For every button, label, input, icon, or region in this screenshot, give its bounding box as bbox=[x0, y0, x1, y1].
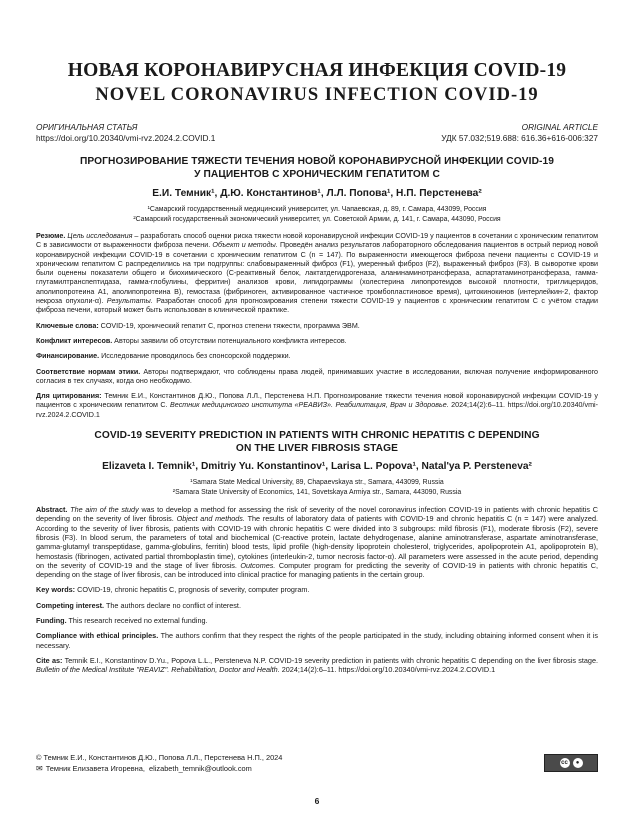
contact-name: Темник Елизавета Игоревна, bbox=[45, 764, 145, 773]
conflict-ru-text: Авторы заявили об отсутствии потенциального конфликта интересов. bbox=[112, 336, 347, 345]
contact-line bbox=[36, 763, 598, 774]
citation-en bbox=[36, 656, 598, 675]
page-footer bbox=[36, 752, 598, 774]
ethics-ru-text: Авторы подтверждают, что соблюдены права людей, принимавших участие в исследовании, включая получение информированного согласия в тех случаях, когда оно необходимо. bbox=[36, 367, 599, 385]
competing-en-text: The authors declare no conflict of interest. bbox=[104, 600, 241, 610]
article-type-en: ORIGINAL ARTICLE bbox=[521, 122, 598, 132]
abstract-en-methods-label: Object and methods. bbox=[176, 514, 245, 524]
citation-ru-label: Для цитирования: bbox=[36, 392, 102, 401]
abstract-ru-results: Разработан способ для прогнозирования степени тяжести COVID-19 у пациентов с хроническим гепатитом С с учётом стадии фиброза печени, который может быть использован в клинической практике. bbox=[36, 297, 599, 315]
funding-ru bbox=[36, 352, 598, 361]
abstract-en-outcomes-label: Outcomes. bbox=[240, 560, 276, 570]
abstract-en-label: Abstract. bbox=[36, 505, 68, 515]
affiliation-en-2: ²Samara State University of Economics, 141, Sovetskaya Armiya str., Samara, 443090, Russia bbox=[172, 488, 462, 496]
citation-en-journal: Bulletin of the Medical Institute "REAVIZ". Rehabilitation, Doctor and Health. bbox=[36, 665, 280, 675]
abstract-ru bbox=[36, 232, 598, 316]
citation-en-doi[interactable]: 2024;14(2):6–11. https://doi.org/10.20340/vmi-rvz.2024.2.COVID.1 bbox=[279, 665, 496, 675]
funding-en bbox=[36, 616, 598, 625]
journal-title-ru: НОВАЯ КОРОНАВИРУСНАЯ ИНФЕКЦИЯ COVID-19 bbox=[67, 60, 567, 81]
abstract-ru-goal-label: Цель исследования bbox=[67, 232, 133, 240]
cc-logo-icon: cc bbox=[561, 760, 568, 766]
conflict-ru-label: Конфликт интересов. bbox=[36, 336, 113, 345]
page-number: 6 bbox=[314, 796, 320, 806]
affiliation-ru-2: ²Самарский государственный экономический университет, ул. Советской Армии, д. 141, г. Самара, 443090, Россия bbox=[133, 215, 501, 223]
article-type-ru: ОРИГИНАЛЬНАЯ СТАТЬЯ bbox=[36, 122, 138, 132]
authors-en: Elizaveta I. Temnik¹, Dmitriy Yu. Konstantinov¹, Larisa L. Popova¹, Natal'ya P. Persteneva² bbox=[102, 461, 532, 473]
ethics-ru-label: Соответствие нормам этики. bbox=[36, 367, 141, 376]
abstract-ru-methods: Проведён анализ результатов лабораторного обследования пациентов в острый период новой коронавирусной инфекции COVID-19 в сочетании с хроническим гепатитом С (n = 147). По выраженности имеющегося фиброза печени пациенты с COVID-19 и хроническим гепатитом С распределились на три подгруппы: слабовыраженный фиброз (F1), умеренный фиброз (F2), выраженный фиброз (F3). В сыворотке крови были оценены показатели общего и биохимического (С-реактивный белок, лактатдегидрогеназа, аланинаминотрансфераза, аспартатаминотрансфераза, гамма-глутамилтранспептидаза, гамма-глобулины, ферритин) анализов крови, липидограммы (холестерина липопротеидов высокой плотности, триглицеридов, аполипопротеина А1, аполипопротеина В), гемостаза (фибриноген, активированное частичное тромбопластиновое время), цитокинокинов (интерлейкин-2, фактор некроза опухоли-α). bbox=[36, 241, 599, 306]
funding-en-text: This research received no external funding. bbox=[66, 616, 208, 626]
contact-email[interactable]: elizabeth_temnik@outlook.com bbox=[149, 764, 252, 773]
funding-ru-text: Исследование проводилось без спонсорской поддержки. bbox=[99, 352, 291, 361]
competing-en-label: Competing interest. bbox=[36, 600, 105, 610]
mail-icon: ✉ bbox=[36, 764, 43, 773]
conflict-ru bbox=[36, 337, 598, 346]
journal-section-title bbox=[36, 60, 598, 106]
keywords-en-label: Key words: bbox=[36, 585, 76, 595]
funding-ru-label: Финансирование. bbox=[36, 352, 100, 361]
cc-by-icon[interactable] bbox=[544, 754, 598, 772]
abstract-en bbox=[36, 505, 598, 579]
article-header bbox=[36, 122, 598, 144]
abstract-ru-goal: – разработать способ оценки риска тяжести новой коронавирусной инфекции COVID-19 у пациентов в сочетании с хроническим гепатитом С в зависимости от выраженности фиброза печени. bbox=[36, 232, 599, 250]
compliance-en-label: Compliance with ethical principles. bbox=[36, 631, 159, 641]
citation-ru-doi[interactable]: 2024;14(2):6–11. https://doi.org/10.20340/vmi-rvz.2024.2.COVID.1 bbox=[36, 401, 598, 419]
competing-en bbox=[36, 601, 598, 610]
affiliations-en bbox=[36, 478, 598, 497]
citation-ru-text: Темник Е.И., Константинов Д.Ю., Попова Л.Л., Перстенева Н.П. Прогнозирование тяжести течения новой коронавирусной инфекции COVID-19 у пациентов с хроническим гепатитом С. bbox=[36, 392, 598, 410]
citation-en-label: Cite as: bbox=[36, 655, 63, 665]
abstract-en-outcomes: Computer program for predicting the severity of COVID-19 in patients with chronic hepatitis C, depending on the stage of liver fibrosis, can be introduced into clinical practice for managing patients in the certain group. bbox=[36, 560, 599, 580]
affiliation-ru-1: ¹Самарский государственный медицинский университет, ул. Чапаевская, д. 89, г. Самара, 443099, Россия bbox=[147, 206, 487, 213]
abstract-en-aim: was to develop a method for assessing the risk of severity of the novel coronavirus infection COVID-19 in patients with chronic hepatitis C depending on the severity of liver fibrosis. bbox=[36, 505, 599, 524]
citation-en-text: Temnik E.I., Konstantinov D.Yu., Popova L.L., Persteneva N.P. COVID-19 severity prediction in patients with chronic hepatitis C depending on the liver fibrosis stage. bbox=[62, 655, 598, 665]
keywords-en bbox=[36, 585, 598, 594]
copyright: © Темник Е.И., Константинов Д.Ю., Попова Л.Л., Перстенева Н.П., 2024 bbox=[36, 753, 283, 762]
article-page bbox=[36, 60, 598, 675]
keywords-en-text: COVID-19, chronic hepatitis C, prognosis of severity, computer program. bbox=[75, 585, 310, 595]
ethics-ru bbox=[36, 368, 598, 387]
affiliations-ru bbox=[36, 205, 598, 224]
journal-title-en: NOVEL CORONAVIRUS INFECTION COVID-19 bbox=[95, 85, 539, 105]
citation-ru bbox=[36, 392, 598, 420]
keywords-ru-label: Ключевые слова: bbox=[36, 321, 99, 330]
title-ru-line2: У ПАЦИЕНТОВ С ХРОНИЧЕСКИМ ГЕПАТИТОМ С bbox=[194, 169, 440, 180]
affiliation-en-1: ¹Samara State Medical University, 89, Chapaevskaya str., Samara, 443099, Russia bbox=[190, 479, 444, 487]
authors-ru: Е.И. Темник¹, Д.Ю. Константинов¹, Л.Л. Попова¹, Н.П. Перстенева² bbox=[152, 188, 482, 199]
funding-en-label: Funding. bbox=[36, 616, 67, 626]
abstract-ru-results-label: Результаты. bbox=[106, 297, 153, 306]
abstract-en-aim-label: The aim of the study bbox=[70, 505, 139, 515]
by-person-icon: ● bbox=[573, 758, 583, 768]
abstract-ru-label: Резюме. bbox=[36, 232, 66, 240]
keywords-ru-text: COVID-19, хронический гепатит С, прогноз степени тяжести, программа ЭВМ. bbox=[98, 321, 360, 330]
doi-link[interactable]: https://doi.org/10.20340/vmi-rvz.2024.2.COVID.1 bbox=[36, 133, 216, 143]
title-en-line2: ON THE LIVER FIBROSIS STAGE bbox=[235, 443, 399, 455]
keywords-ru bbox=[36, 322, 598, 331]
citation-ru-journal: Вестник медицинского института «РЕАВИЗ». Реабилитация, Врач и Здоровье. bbox=[167, 401, 449, 410]
udc-code: УДК 57.032;519.688: 616.36+616-006:327 bbox=[441, 133, 598, 143]
abstract-ru-methods-label: Объект и методы. bbox=[212, 241, 278, 250]
article-title-ru bbox=[36, 155, 598, 181]
compliance-en bbox=[36, 631, 598, 650]
title-ru-line1: ПРОГНОЗИРОВАНИЕ ТЯЖЕСТИ ТЕЧЕНИЯ НОВОЙ КОРОНАВИРУСНОЙ ИНФЕКЦИИ COVID-19 bbox=[79, 156, 555, 167]
compliance-en-text: The authors confirm that they respect the rights of the people participated in the study, including obtaining informed consent when it is necessary. bbox=[36, 631, 598, 650]
title-en-line1: COVID-19 SEVERITY PREDICTION IN PATIENTS WITH CHRONIC HEPATITIS C DEPENDING bbox=[94, 430, 540, 442]
article-title-en bbox=[36, 429, 598, 455]
abstract-en-methods: The results of laboratory data of patients with COVID-19 and chronic hepatitis C (n = 147) were analyzed. According to the severity of liver fibrosis, patients with COVID-19 with chronic hepatitis C were divided into 3 subgroups: mild fibrosis (F1), moderate fibrosis (F2), severe fibrosis (F3). In blood serum, the parameters of total and biochemical (C-reactive protein, lactate dehydrogenase, alanine aminotransferase, aspartate aminotransferase, gamma-glutamyl transpeptidase, gamma-globulins, ferritin) blood tests, lipid profile (high-density lipoprotein cholesterol, triglycerides, apolipoprotein A1, apolipoprotein B), hemostasis (fibrinogen, activated partial thromboplastin time), cytokines (interleukin-2, tumor necrosis factor-α). All parameters were assessed in the acute period, depending on the severity of COVID-19 and the stage of liver fibrosis. bbox=[36, 514, 598, 570]
